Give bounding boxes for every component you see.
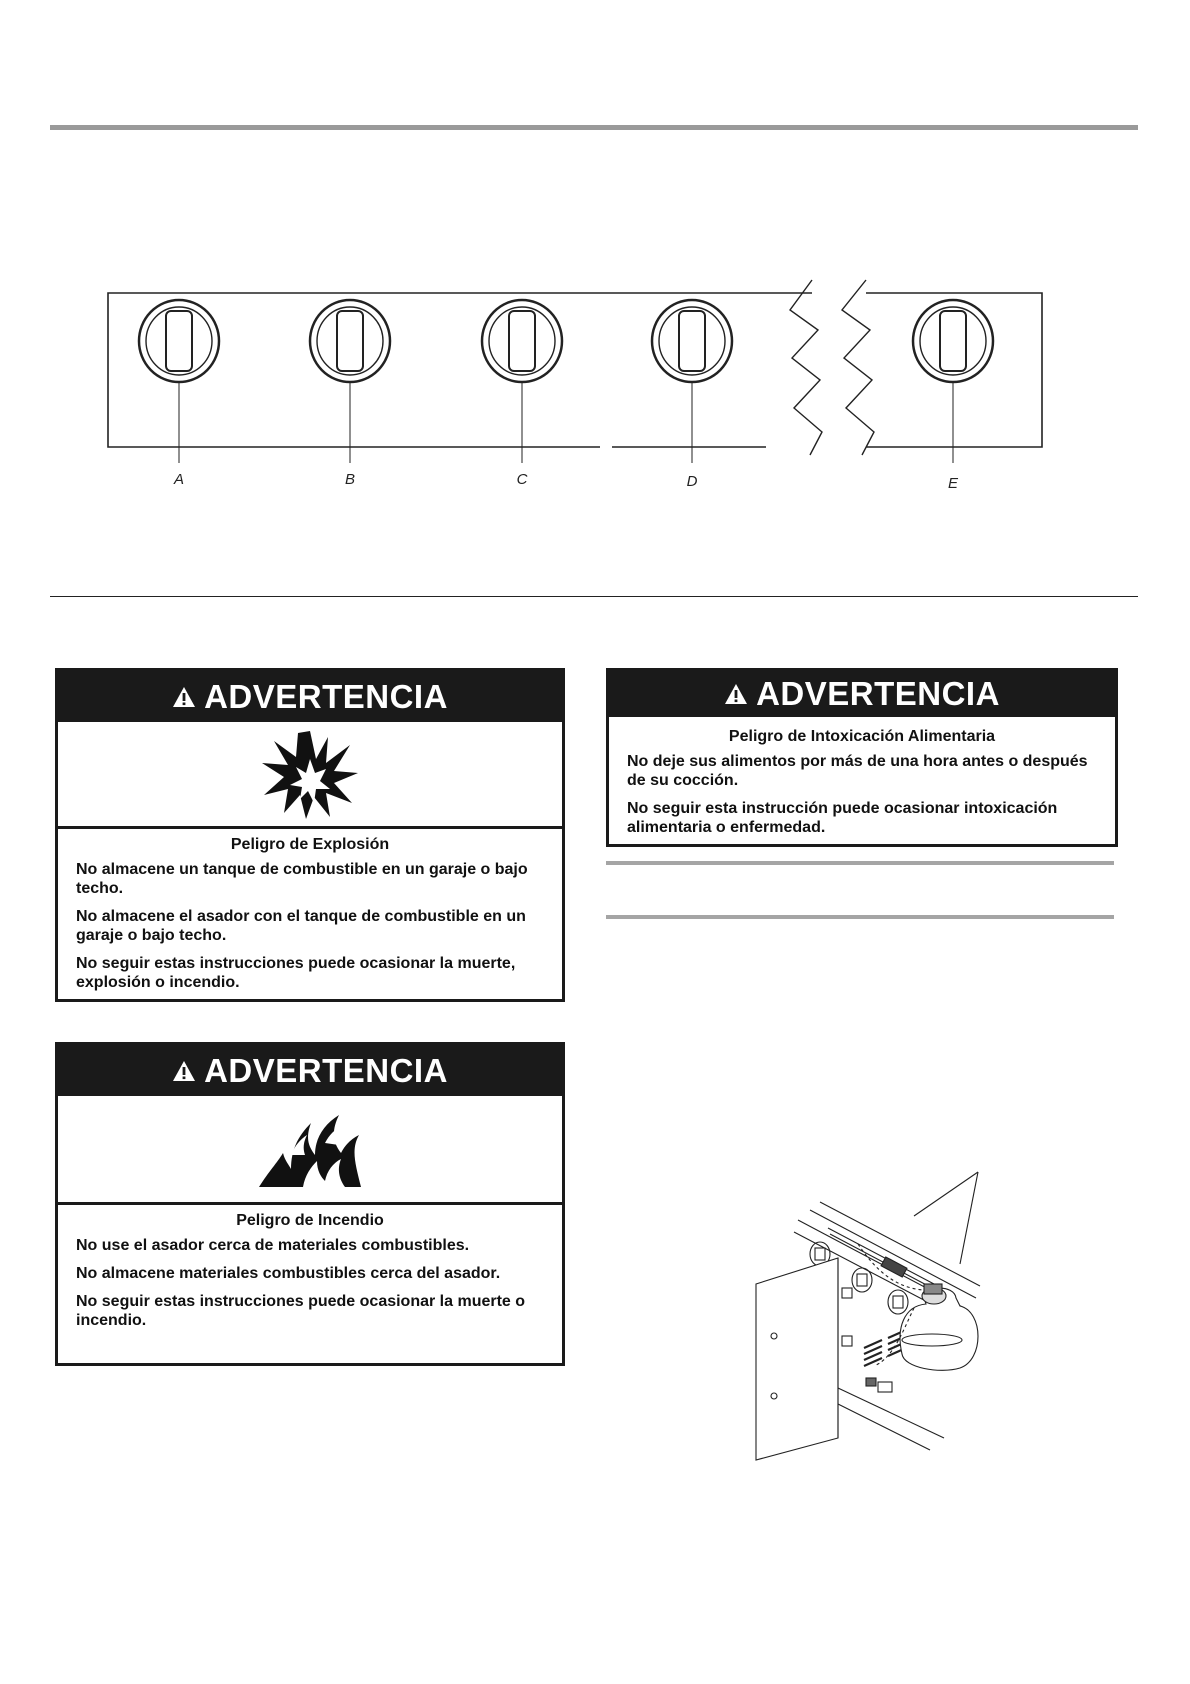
warning-triangle-icon bbox=[172, 686, 196, 708]
knob-a bbox=[139, 300, 219, 463]
warning-line: No almacene el asador con el tanque de combustible en un garaje o bajo techo. bbox=[76, 908, 526, 944]
warning-line: No use el asador cerca de materiales combustibles. bbox=[76, 1237, 470, 1254]
hazard-title: Peligro de Incendio bbox=[236, 1212, 384, 1229]
warning-line: No seguir estas instrucciones puede ocasionar la muerte, explosión o incendio. bbox=[76, 955, 516, 991]
warning-food-poisoning bbox=[606, 668, 1118, 847]
warning-pictogram bbox=[58, 1096, 562, 1205]
hazard-title: Peligro de Explosión bbox=[230, 836, 390, 853]
knob-e bbox=[913, 300, 993, 463]
warning-line: No almacene materiales combustibles cerca del asador. bbox=[76, 1265, 501, 1282]
warning-triangle-icon bbox=[724, 683, 748, 705]
warning-line: No seguir estas instrucciones puede ocasionar la muerte o incendio. bbox=[76, 1293, 526, 1329]
hazard-title: Peligro de Intoxicación Alimentaria bbox=[728, 728, 996, 745]
section-divider bbox=[50, 596, 1138, 597]
explosion-icon bbox=[260, 729, 360, 819]
warning-line: No almacene un tanque de combustible en un garaje o bajo techo. bbox=[76, 861, 528, 897]
knob-label-d: D bbox=[686, 473, 698, 490]
warning-body bbox=[609, 717, 1115, 854]
warning-line: No seguir esta instrucción puede ocasionar intoxicación alimentaria o enfermedad. bbox=[627, 800, 1058, 836]
warning-header bbox=[58, 1045, 562, 1096]
fire-icon bbox=[255, 1109, 365, 1189]
section-rule bbox=[606, 915, 1114, 919]
knob-label-e: E bbox=[947, 475, 959, 492]
warning-body bbox=[58, 829, 562, 1009]
knob-label-b: B bbox=[344, 471, 356, 488]
warning-header bbox=[58, 671, 562, 722]
knob-label-a: A bbox=[173, 471, 185, 488]
section-rule bbox=[606, 861, 1114, 865]
control-knobs-diagram bbox=[0, 270, 1190, 500]
warning-title: ADVERTENCIA bbox=[756, 675, 1000, 712]
knob-c bbox=[482, 300, 562, 463]
warning-triangle-icon bbox=[172, 1060, 196, 1082]
warning-title: ADVERTENCIA bbox=[204, 1051, 448, 1089]
knob-b bbox=[310, 300, 390, 463]
grill-tank-illustration bbox=[754, 1168, 986, 1464]
warning-body bbox=[58, 1205, 562, 1347]
warning-header bbox=[609, 671, 1115, 717]
warning-title: ADVERTENCIA bbox=[204, 677, 448, 715]
warning-fire bbox=[55, 1042, 565, 1366]
warning-line: No deje sus alimentos por más de una hora antes o después de su cocción. bbox=[627, 753, 1088, 789]
top-rule bbox=[50, 125, 1138, 130]
warning-explosion bbox=[55, 668, 565, 1002]
control-panel-outline bbox=[108, 280, 1042, 455]
warning-pictogram bbox=[58, 722, 562, 829]
knob-d bbox=[652, 300, 732, 463]
knob-label-c: C bbox=[516, 471, 528, 488]
